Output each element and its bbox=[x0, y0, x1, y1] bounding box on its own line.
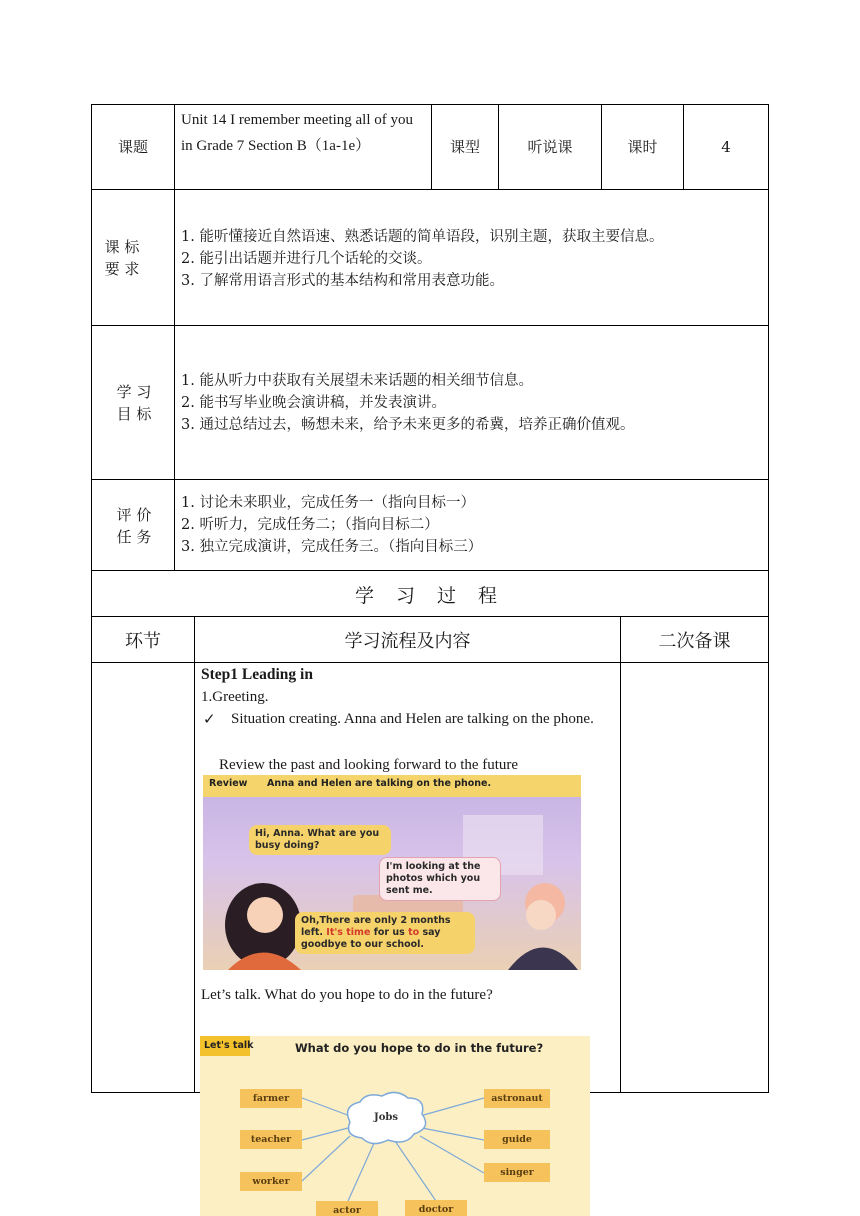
label-evaluation bbox=[104, 504, 164, 548]
objectives-item: 1. 能从听力中获取有关展望未来话题的相关细节信息。 bbox=[181, 373, 533, 389]
row-divider bbox=[91, 662, 769, 663]
job-box-guide: guide bbox=[484, 1130, 550, 1149]
col-stage: 环节 bbox=[125, 631, 161, 652]
evaluation-item: 3. 独立完成演讲，完成任务三。（指向目标三） bbox=[181, 539, 483, 555]
review-slide bbox=[203, 775, 581, 970]
standards-item: 1. 能听懂接近自然语速、熟悉话题的简单语段，识别主题，获取主要信息。 bbox=[181, 229, 664, 245]
bubble3-highlight: It's time bbox=[326, 927, 371, 938]
bubble3-highlight: to bbox=[408, 927, 420, 938]
check-icon: ✓ bbox=[203, 710, 216, 728]
standards-list bbox=[181, 226, 766, 292]
speech-bubble-3 bbox=[295, 912, 475, 954]
step1-heading: Step1 Leading in bbox=[201, 666, 313, 683]
divider bbox=[174, 104, 175, 570]
lesson-topic: Unit 14 I remember meeting all of you in Grade 7 Section B（1a-1e） bbox=[181, 112, 414, 154]
boy-shirt bbox=[508, 948, 578, 971]
evaluation-list bbox=[181, 492, 766, 558]
row-divider bbox=[91, 189, 769, 190]
step1-review-line: Review the past and looking forward to the future bbox=[219, 757, 519, 773]
girl-face bbox=[247, 897, 283, 933]
job-box-astronaut: astronaut bbox=[484, 1089, 550, 1108]
bubble3-text: Oh,There are only 2 months left. bbox=[301, 915, 451, 938]
label-standards-line2: 要 求 bbox=[104, 260, 140, 278]
col-second-prep: 二次备课 bbox=[658, 631, 731, 652]
bubble3-text: for us bbox=[373, 927, 405, 938]
class-hours: 4 bbox=[721, 138, 731, 156]
row-divider bbox=[91, 479, 769, 480]
divider bbox=[194, 616, 195, 1093]
label-evaluation-line2: 任 务 bbox=[116, 528, 152, 546]
job-box-singer: singer bbox=[484, 1163, 550, 1182]
row-divider bbox=[91, 570, 769, 571]
row-divider bbox=[91, 325, 769, 326]
label-evaluation-line1: 评 价 bbox=[116, 506, 152, 524]
review-tag: Review bbox=[209, 778, 248, 789]
jobs-slide bbox=[200, 1036, 590, 1216]
label-topic: 课题 bbox=[117, 138, 148, 156]
divider bbox=[620, 616, 621, 1093]
evaluation-item: 2. 听听力，完成任务二；（指向目标二） bbox=[181, 517, 439, 533]
review-title: Anna and Helen are talking on the phone. bbox=[267, 778, 492, 789]
objectives-item: 2. 能书写毕业晚会演讲稿，并发表演讲。 bbox=[181, 395, 446, 411]
lets-talk-tag: Let's talk bbox=[204, 1040, 254, 1051]
job-box-farmer: farmer bbox=[240, 1089, 302, 1108]
label-objectives-line1: 学 习 bbox=[116, 383, 152, 401]
table-top-border bbox=[91, 104, 769, 105]
job-box-teacher: teacher bbox=[240, 1130, 302, 1149]
label-standards-line1: 课 标 bbox=[104, 238, 140, 256]
process-title: 学 习 过 程 bbox=[354, 585, 506, 607]
standards-item: 2. 能引出话题并进行几个话轮的交谈。 bbox=[181, 251, 432, 267]
job-box-doctor: doctor bbox=[405, 1200, 467, 1216]
objectives-list bbox=[181, 370, 766, 436]
row-divider bbox=[91, 616, 769, 617]
col-content: 学习流程及内容 bbox=[344, 631, 471, 652]
label-objectives bbox=[104, 381, 164, 425]
job-box-actor: actor bbox=[316, 1201, 378, 1216]
table-right-border bbox=[768, 104, 769, 1093]
lesson-type: 听说课 bbox=[527, 138, 573, 156]
boy-face bbox=[526, 900, 556, 930]
label-class-hours: 课时 bbox=[627, 138, 658, 156]
job-box-worker: worker bbox=[240, 1172, 302, 1191]
label-lesson-type: 课型 bbox=[449, 138, 480, 156]
speech-bubble-1: Hi, Anna. What are you busy doing? bbox=[249, 825, 391, 855]
jobs-center-label: Jobs bbox=[373, 1112, 399, 1123]
speech-bubble-2: I'm looking at the photos which you sent me. bbox=[379, 857, 501, 901]
evaluation-item: 1. 讨论未来职业，完成任务一（指向目标一） bbox=[181, 495, 475, 511]
standards-item: 3. 了解常用语言形式的基本结构和常用表意功能。 bbox=[181, 273, 504, 289]
lets-talk-line: Let’s talk. What do you hope to do in the future? bbox=[201, 987, 493, 1003]
bubble3-text: say goodbye to our school. bbox=[301, 927, 441, 950]
step1-bullet: Situation creating. Anna and Helen are talking on the phone. bbox=[231, 711, 594, 727]
jobs-slide-title: What do you hope to do in the future? bbox=[295, 1041, 544, 1055]
label-objectives-line2: 目 标 bbox=[116, 405, 152, 423]
objectives-item: 3. 通过总结过去，畅想未来，给予未来更多的希冀，培养正确价值观。 bbox=[181, 417, 635, 433]
label-standards bbox=[92, 236, 152, 280]
step1-greeting: 1.Greeting. bbox=[201, 689, 269, 705]
